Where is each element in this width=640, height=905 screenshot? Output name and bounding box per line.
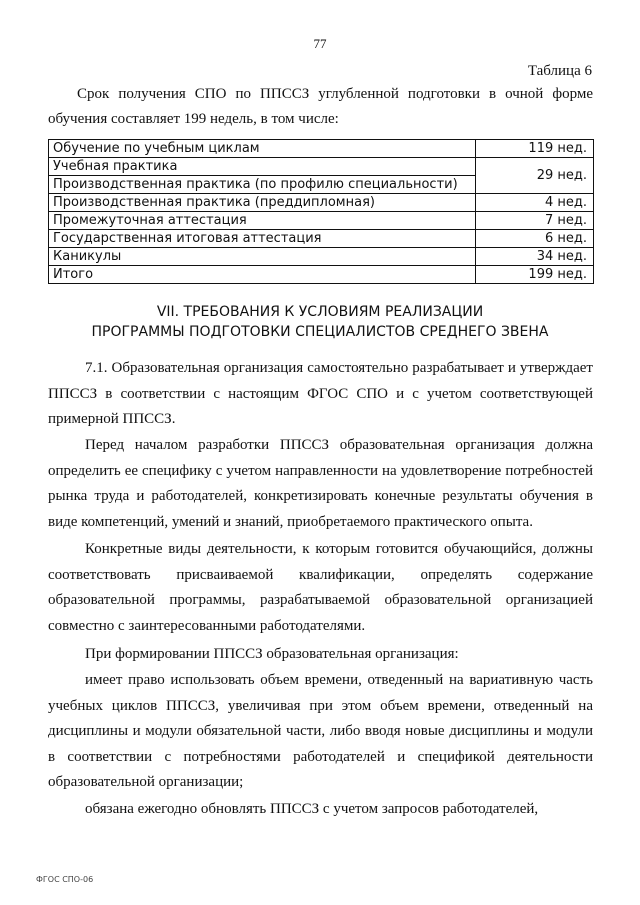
- page-number: 77: [313, 36, 327, 51]
- table-row: [49, 140, 594, 158]
- row-label: Обучение по учебным циклам: [49, 140, 476, 158]
- section-heading-line: VII. ТРЕБОВАНИЯ К УСЛОВИЯМ РЕАЛИЗАЦИИ: [156, 304, 484, 320]
- paragraph: Конкретные виды деятельности, к которым готовится обучающийся, должны соответствовать присваиваемой квалификации, определять содержание образовательной программы, разрабатываемой образовательной организацией совместно с заинтересованными работодателями.: [48, 541, 593, 634]
- row-label: Производственная практика (преддипломная): [49, 194, 476, 212]
- row-label: Каникулы: [49, 248, 476, 266]
- row-value: 29 нед.: [476, 158, 594, 194]
- table-row: [49, 230, 594, 248]
- table-caption: Таблица 6: [527, 63, 592, 79]
- table-row: [49, 212, 594, 230]
- row-value: 6 нед.: [476, 230, 594, 248]
- table-row: [49, 248, 594, 266]
- row-label: Государственная итоговая аттестация: [49, 230, 476, 248]
- table-row: [49, 194, 594, 212]
- row-value: 7 нед.: [476, 212, 594, 230]
- paragraph: Перед началом разработки ППССЗ образовательная организация должна определить ее специфику с учетом направленности на удовлетворение потребностей рынка труда и работодателей, конкретизировать конечные результаты обучения в виде компетенций, умений и знаний, приобретаемого практического опыта.: [48, 437, 593, 530]
- row-value: 4 нед.: [476, 194, 594, 212]
- paragraph: имеет право использовать объем времени, отведенный на вариативную часть учебных циклов ППССЗ, увеличивая при этом объем времени, отведенный на дисциплины и модули обязательной части, либо вводя новые дисциплины и модули в соответствии с потребностями работодателей и спецификой деятельности образовательной организации;: [48, 672, 593, 790]
- paragraph: При формировании ППССЗ образовательная организация:: [85, 646, 459, 662]
- table-row: [49, 266, 594, 284]
- row-label: Учебная практика: [49, 158, 476, 176]
- row-value: 119 нед.: [476, 140, 594, 158]
- row-label: Промежуточная аттестация: [49, 212, 476, 230]
- paragraph: обязана ежегодно обновлять ППССЗ с учетом запросов работодателей,: [85, 801, 539, 817]
- table-row: [49, 158, 594, 176]
- weeks-table: [48, 139, 594, 284]
- row-label: Итого: [49, 266, 476, 284]
- section-heading-line: ПРОГРАММЫ ПОДГОТОВКИ СПЕЦИАЛИСТОВ СРЕДНЕГО ЗВЕНА: [91, 324, 549, 340]
- row-label: Производственная практика (по профилю специальности): [49, 176, 476, 194]
- row-value: 199 нед.: [476, 266, 594, 284]
- row-value: 34 нед.: [476, 248, 594, 266]
- section-heading: [0, 302, 640, 342]
- footer-mark: ФГОС СПО-06: [36, 875, 94, 884]
- intro-paragraph: Срок получения СПО по ППССЗ углубленной подготовки в очной форме обучения составляет 199 недель, в том числе:: [48, 86, 593, 127]
- paragraph: 7.1. Образовательная организация самостоятельно разрабатывает и утверждает ППССЗ в соответствии с настоящим ФГОС СПО и с учетом соответствующей примерной ППССЗ.: [48, 360, 593, 427]
